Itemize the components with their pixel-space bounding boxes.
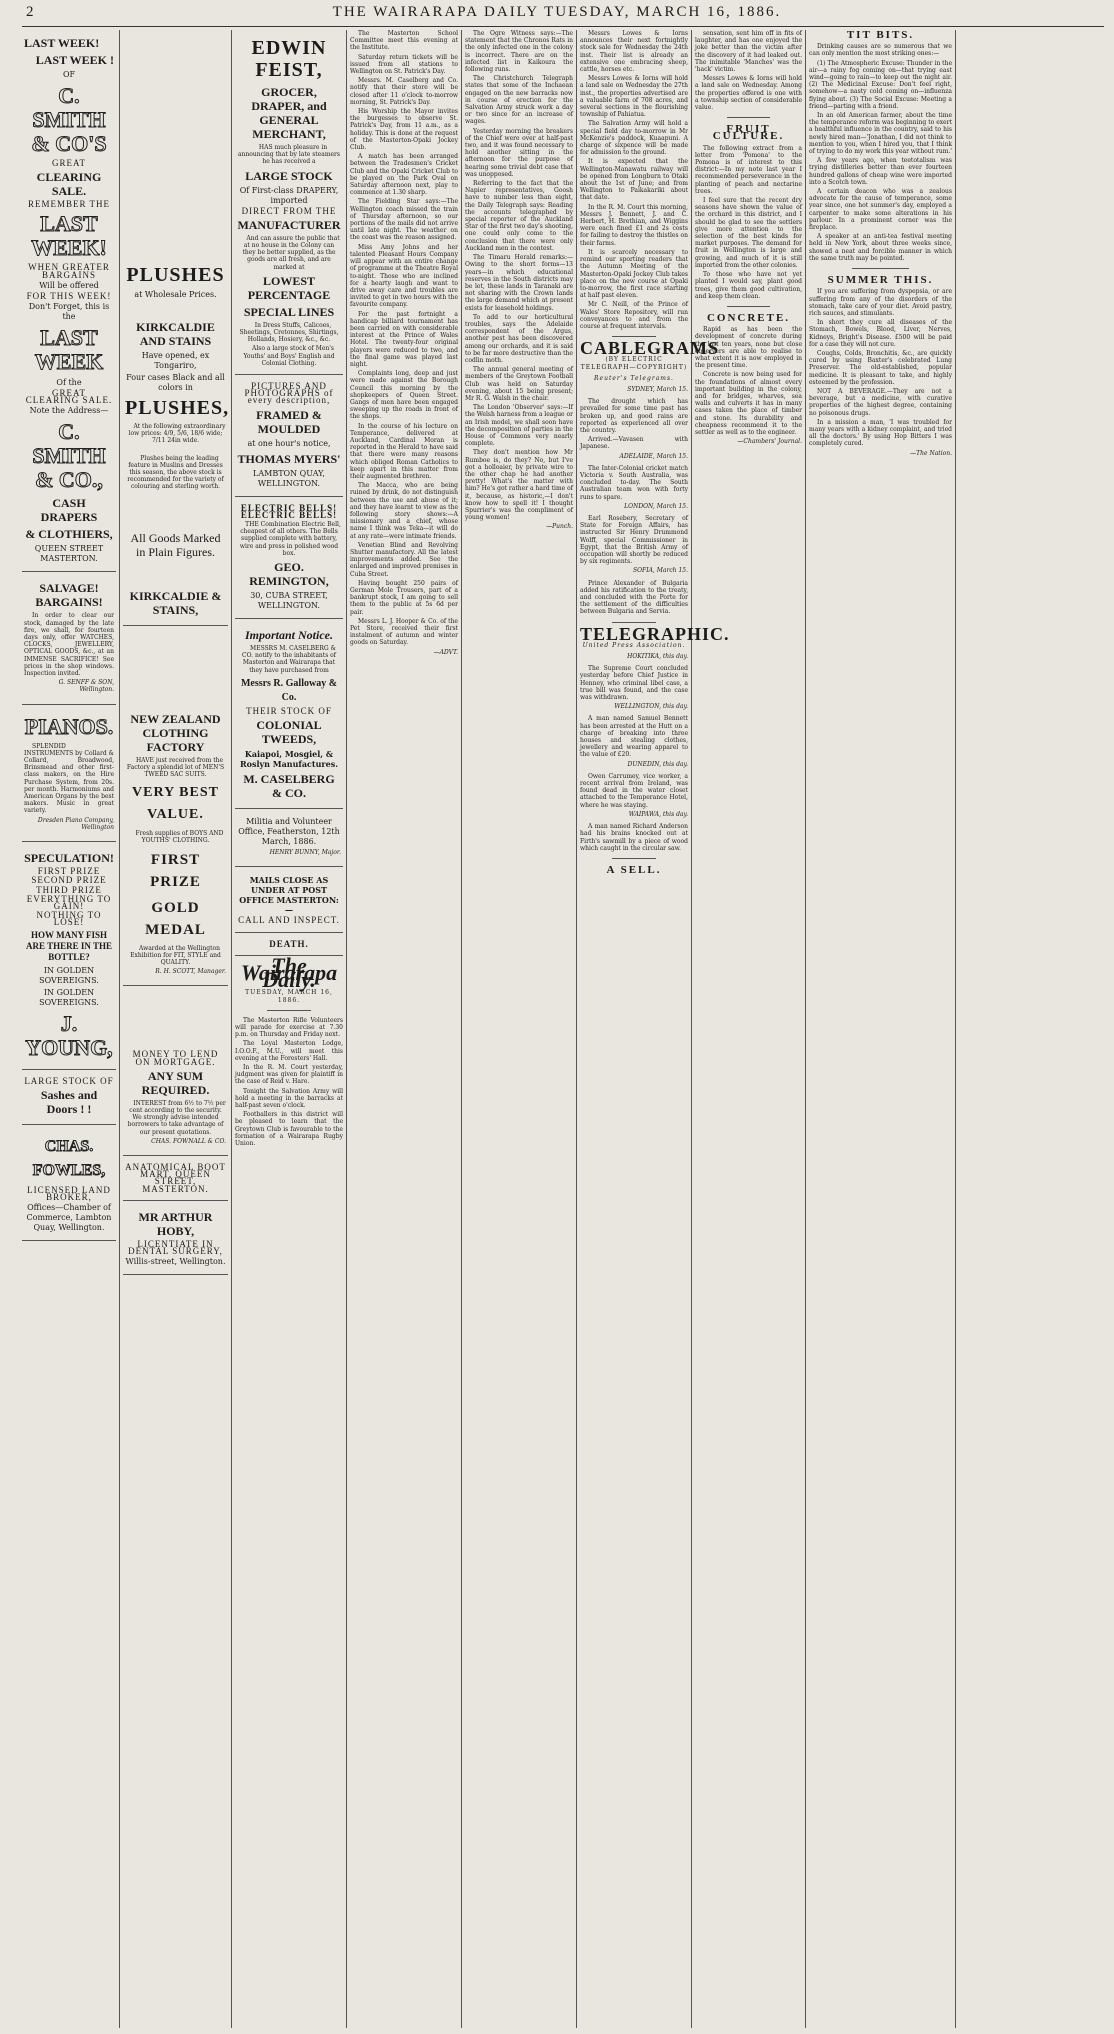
- section-rule: [612, 622, 655, 623]
- telegraphic-heading: TELEGRAPHIC.: [580, 623, 730, 644]
- news-item: sensation, sent him off in fits of laughter, and has one enjoyed the joke better than the victim after the discovery of it had leaked out. The inimitable 'Manches' was the 'hack' victim.: [695, 30, 802, 74]
- electric-bells-text: THE Combination Electric Bell, cheapest of all others. The Bells supplied complete with battery, wire and press in polished wood box.: [239, 521, 341, 557]
- cablegrams-heading: CABLEGRAMS: [580, 338, 720, 359]
- column-rule: [955, 30, 956, 2028]
- dentist-ad: [123, 1204, 228, 1275]
- news-item: Messrs Lowes & Iorns will hold a land sale on Wednesday. Among the properties offered is one with a township section of considerable value.: [695, 75, 802, 112]
- tit-bit-item: If you are suffering from dyspepsia, or are suffering from any of the disorders of the stomach, take care of your diet. Avoid pastry, rich sauces, and stimulants.: [809, 288, 952, 317]
- nz-clothing-ad: [123, 629, 228, 987]
- news-item: Messrs. M. Caselberg and Co. notify that their store will be closed after 11 o'clock to-morrow morning, St. Patrick's Day.: [350, 77, 458, 106]
- tit-bit-item: NOT A BEVERAGE.—They are not a beverage, but a medicine, with curative properties of the highest degree, containing no poisonous drugs.: [809, 387, 952, 417]
- tit-bit-item: A speaker at an anti-tea festival meeting held in New York, about three weeks since, showed a neat and forcible manner in which the same truth may be pointed.: [809, 233, 952, 262]
- telegraphic-item: A man named Richard Anderson had his brains knocked out at Firth's sawmill by a piece of wood which caught in the circular saw.: [580, 823, 688, 852]
- column-1: [22, 30, 116, 2028]
- news-item: Miss Amy Johns and her talented Pleasant Hours Company will appear with an entire change of programme at the Theatre Royal to-night. Those who are inclined for a hearty laugh and want to drive away care and troubles are invited to get in two hours with the favourite company.: [350, 243, 458, 309]
- column-3: [235, 30, 343, 2028]
- cable-item: The drought which has prevailed for some time past has broken up, and good rains are reported as experienced all over the country.: [580, 398, 688, 434]
- smith-firm-name-2: C. SMITH & CO.,: [32, 419, 106, 493]
- news-item: Tonight the Salvation Army will hold a meeting in the barracks at half-past seven o'clock.: [235, 1087, 343, 1109]
- note-address-text: Note the Address—: [29, 406, 109, 416]
- great-text: GREAT: [52, 158, 86, 168]
- section-rule: [612, 858, 655, 859]
- punch-signature: —Punch.: [546, 523, 573, 531]
- large-stock-heading: LARGE STOCK: [245, 168, 333, 183]
- dont-forget-text: Don't Forget, this is the: [28, 302, 110, 322]
- cable-item: Arrived.—Vavasen with Japanese.: [580, 436, 688, 451]
- editorial-date: TUESDAY, MARCH 16, 1886.: [245, 989, 333, 1004]
- edwin-feist-name: EDWIN FEIST,: [251, 37, 327, 81]
- boys-clothing-text: Fresh supplies of BOYS AND YOUTHS' CLOTHING.: [135, 830, 224, 845]
- telegraphic-item: A man named Samuel Bennett has been arrested at the Hutt on a charge of breaking into three houses and stealing clothes, jewellery and wearing apparel to the value of £20.: [580, 715, 688, 759]
- news-item: Referring to the fact that the Napier representatives, Goosh have to number less than eight, the Daily Telegraph says: Reading the accounts telegraphed by special reporter of the Auckland Star of the first two day's shooting, one could only come to the conclusion that there were only Auckland men in the contest.: [465, 180, 573, 252]
- fruit-culture-heading: FRUIT CULTURE.: [712, 123, 785, 143]
- news-item: Mr C. Neill, of the Prince of Wales' Store Repository, will run conveyances to and from the course at frequent intervals.: [580, 301, 688, 330]
- tit-bit-item: A certain deacon who was a zealous advocate for the cause of temperance, some year since, one hot summer's day, employed a carpenter to make some alterations in his parlour. In a prominent corner was the fireplace.: [809, 188, 952, 232]
- dateline: WELLINGTON, this day.: [614, 703, 688, 711]
- arthur-hoby-name: MR ARTHUR HOBY,: [138, 1209, 213, 1238]
- column-rule: [346, 30, 347, 2028]
- telegraphic-item: Owen Carrumey, vice worker, a recent arrival from Ireland, was found dead in the water closet attached to the Temperance Hotel, where he was staying.: [580, 772, 688, 809]
- mens-clothing-text: Also a large stock of Men's Youths' and Boys' English and Colonial Clothing.: [243, 345, 335, 367]
- feist-intro-text: HAS much pleasure in announcing that by late steamers he has received a: [237, 144, 341, 166]
- galloway-text: Messrs R. Galloway & Co.: [240, 677, 338, 703]
- pianos-heading: PIANOS.: [24, 713, 114, 739]
- column-rule: [231, 30, 232, 2028]
- speculation-ad: [22, 845, 116, 1069]
- electric-bells-heading: ELECTRIC BELLS! ELECTRIC BELLS!: [240, 502, 338, 520]
- smith-firm-name: C. SMITH & CO'S: [31, 83, 107, 156]
- news-item: A match has been arranged between the Tradesmen's Cricket Club and the Opaki Cricket Club to be played on the Park Oval on Saturday afternoon next, play to commence at 1.30 sharp.: [350, 153, 458, 197]
- news-item: Saturday return tickets will be issued from all stations to Wellington on St. Patrick's Day.: [350, 53, 458, 76]
- dateline: DUNEDIN, this day.: [627, 760, 688, 768]
- for-this-week-text: FOR THIS WEEK!: [26, 290, 112, 301]
- kirkcaldie-stains-signature: KIRKCALDIE & STAINS,: [129, 588, 222, 617]
- kirkcaldie-stains-heading: KIRKCALDIE AND STAINS: [136, 320, 215, 348]
- nz-clothing-heading: NEW ZEALAND CLOTHING FACTORY: [130, 711, 221, 754]
- dateline: SYDNEY, March 15.: [627, 385, 688, 393]
- telegraphic-item: The Supreme Court concluded yesterday before Chief Justice in Henney, who criminal libel case, a true bill was found, and the case was withdrawn.: [580, 665, 688, 702]
- last-week-heading-2: LAST WEEK !: [35, 53, 114, 67]
- speculation-heading: SPECULATION!: [24, 851, 114, 866]
- column-rule: [119, 30, 120, 2028]
- plushes-prices-text: At the following extraordinary low prices: 4/9, 5/6, 18/6 wide; 7/11 24in wide.: [128, 423, 226, 445]
- dateline: HOKITIKA, this day.: [627, 653, 688, 661]
- news-item: His Worship the Mayor invites the burgesses to observe St. Patrick's Day, from 11 a.m., as a holiday. This is done at the request of the Masterton-Opaki Jockey Club.: [350, 108, 458, 152]
- grocer-draper-text: GROCER, DRAPER, and GENERAL MERCHANT,: [251, 85, 327, 141]
- tit-bit-item: Drinking causes are so numerous that we can only mention the most striking ones:—: [809, 43, 952, 58]
- kaiapoi-text: Kaiapoi, Mosgiel, & Roslyn Manufactures.: [239, 749, 339, 770]
- great-clearing-text: GREAT CLEARING SALE.: [25, 388, 113, 406]
- assure-text: And can assure the public that at no house in the Colony can they be better supplied, as the goods are all fresh, and are marked at: [242, 234, 340, 271]
- fowles-ad: [22, 1128, 116, 1241]
- sovereigns-text-2: IN GOLDEN SOVEREIGNS.: [39, 987, 99, 1007]
- news-item: Footballers in this district will be pleased to learn that the Greytown Club is favourable to the formation of a Wairarapa Rugby Union.: [235, 1111, 343, 1147]
- myers-pictures-ad: [235, 378, 343, 497]
- news-item: The London 'Observer' says:—If the Welsh harness from a league or an Irish model, we shall soon have the decomposition of parties in the House of Commons very nearly complete.: [465, 404, 573, 448]
- section-rule: [612, 336, 655, 337]
- column-rule: [691, 30, 692, 2028]
- militia-heading: Militia and Volunteer Office, Featherston, 12th March, 1886.: [238, 817, 340, 847]
- land-broker-text: LICENSED LAND BROKER,: [27, 1184, 111, 1202]
- dateline: WAIPAWA, this day.: [628, 810, 688, 818]
- fowles-offices-text: Offices—Chamber of Commerce, Lambton Quay, Wellington.: [26, 1203, 112, 1233]
- henry-bunny-signature: HENRY BUNNY, Major.: [269, 849, 341, 857]
- fruit-culture-text: To those who have not yet planted I would say, plant good trees, give them good cultivation, and keep them clean.: [695, 271, 802, 300]
- boot-mart-ad: [123, 1159, 228, 1201]
- summer-heading: SUMMER THIS.: [827, 274, 934, 287]
- news-item: In the course of his lecture on Temperance, delivered at Auckland, Cardinal Moran is reported in the Herald to have said that there were many reasons which obliged Roman Catholics to keep apart in this matter from their augmented brethren.: [350, 422, 458, 480]
- of-the-text: Of the: [56, 378, 82, 388]
- of-text: OF: [62, 70, 76, 79]
- nation-signature: —The Nation.: [910, 449, 952, 457]
- cable-item: Prince Alexander of Bulgaria added his ratification to the treaty, and concluded with the Porte for the settlement of the difficulties between Bulgaria and Servia.: [580, 579, 688, 616]
- last-week-heading: LAST WEEK!: [24, 36, 100, 50]
- sovereigns-text: IN GOLDEN SOVEREIGNS.: [39, 965, 99, 985]
- special-lines-text: In Dress Stuffs, Calicoes, Sheetings, Cretonnes, Shirtings, Hollands, Hosiery, &c., &c.: [239, 321, 339, 344]
- page-number: 2: [26, 4, 36, 20]
- news-item: Complaints long, deep and just were made against the Borough Council this morning by the shopkeepers of Queen Street. Gangs of men have been engaged sweeping up the roads in front of the shops.: [350, 370, 458, 421]
- one-hour-text: at one hour's notice,: [247, 438, 331, 448]
- news-item: Yesterday morning the breakers of the Chief were over at half-past two, and it was found necessary to hold another sitting in the afternoon for the purpose of hearing some trivial debt case that was unopposed.: [465, 127, 573, 178]
- fruit-culture-text: The following extract from a letter from 'Pomona' to the Pomona is of interest to this district:—In my note last year I recommended perseverance in the planting of peach and nectarine trees.: [695, 144, 802, 195]
- queen-street-text: QUEEN STREET MASTERTON.: [34, 544, 104, 564]
- advt-signature: —ADVT.: [433, 648, 458, 656]
- caselberg-notice-text: MESSRS M. CASELBERG & CO. notify to the inhabitants of Masterton and Wairarapa that they have purchased from: [241, 645, 337, 674]
- column-5: [465, 30, 573, 2028]
- electric-bells-ad: [235, 500, 343, 619]
- news-item: They don't mention how Mr Rumboe is, do they? No, but I've got a holloaier, by private wire to the other chap he had another pretty! What's the matter with him? He's got rather a hard time of it, because, as historic,—I don't know how to spell it! I thought Spurrier's was the compliment of young women!: [465, 449, 573, 522]
- chambers-signature: —Chambers' Journal.: [737, 438, 802, 446]
- tweed-suits-text: HAVE just received from the Factory a splendid lot of MEN'S TWEED SAC SUITS.: [126, 756, 225, 779]
- first-prize-heading: FIRST PRIZE: [150, 851, 201, 890]
- third-prize-text: THIRD PRIZE: [36, 884, 102, 895]
- column-rule: [576, 30, 577, 2028]
- remember-text: REMEMBER THE: [27, 199, 111, 210]
- four-cases-text: Four cases Black and all colors in: [126, 373, 225, 392]
- news-item: To add to our horticultural troubles, says the Adelaide correspondent of the Argus, another pest has been discovered among our orchards, and it is said to be far more destructive than the codlin moth.: [465, 313, 573, 364]
- concrete-heading: CONCRETE.: [706, 311, 791, 324]
- pictures-heading: PICTURES AND PHOTOGRAPHS of every description,: [244, 381, 334, 406]
- salvage-text: In order to clear our stock, damaged by the late fire, we shall, for fourteen days only, offer WATCHES, CLOCKS, JEWELLERY, OPTICAL GOODS, &c., at an IMMENSE SACRIFICE! See prices in the shop windows. Inspection invited.: [24, 612, 114, 678]
- masthead: [0, 4, 1114, 26]
- news-item: The Loyal Masterton Lodge, I.O.O.F., M.U., will meet this evening at the Foresters' Hall.: [235, 1040, 343, 1062]
- mails-notice: [235, 870, 343, 932]
- myers-address: LAMBTON QUAY, WELLINGTON.: [253, 468, 325, 488]
- jeweller-name: G. SENFF & SON, Wellington.: [58, 679, 114, 694]
- fruit-culture-text: I feel sure that the recent dry seasons have shown the value of the orchard in this district, and I should be glad to see the settlers give more attention to the selection of the best kinds for market purposes. The demand for fruit in Wellington is large and growing, and much of it is still imported from the other colonies.: [695, 197, 802, 269]
- column-4: [350, 30, 458, 2028]
- column-rule: [805, 30, 806, 2028]
- money-lend-ad: [123, 989, 228, 1156]
- sashes-ad: [22, 1073, 116, 1125]
- framed-moulded-heading: FRAMED & MOULDED: [256, 407, 322, 436]
- news-item: Messrs Lowes & Iorns announces their next fortnightly stock sale for Wednesday the 24th inst. Their list is already an extensive one embracing sheep, cattle, horses etc.: [580, 30, 688, 74]
- sashes-doors-heading: Sashes and Doors ! !: [40, 1087, 98, 1116]
- editorial-section: [235, 952, 343, 1147]
- a-sell-heading: A SELL.: [606, 863, 662, 876]
- concrete-text: Concrete is now being used for the foundations of almost every important building in the colony, and for bridges, wharves, sea walls and culverts it has in many cases taken the place of timber and stone. Its durability and cheapness recommend it to the settler as well as to the engineer.: [695, 371, 802, 436]
- editorial-rule: [267, 1010, 310, 1011]
- news-item: The Macca, who are being ruined by drink, do not distinguish between the use and abuse of it; and they have learnt to view as the following story shows:—A missionary and a chief, whose name I think was Teka—it will do at any rate—were intimate friends.: [350, 482, 458, 540]
- clothiers-text: & CLOTHIERS,: [25, 527, 113, 542]
- gold-medal-heading: GOLD MEDAL: [145, 899, 206, 938]
- second-prize-text: SECOND PRIZE: [31, 875, 107, 886]
- reuter-text: Reuter's Telegrams.: [594, 374, 674, 382]
- pianos-ad: [22, 708, 116, 842]
- dateline: SOFIA, March 15.: [633, 567, 688, 575]
- section-rule: [727, 306, 770, 307]
- chas-fowles-name: CHAS. FOWLES,: [32, 1137, 106, 1179]
- news-item: The Timaru Herald remarks:—Owing to the short forms—13 years—in which educational reserves in the South districts may be let, these lands in Taranaki are not sharing with the Crown lands the large demand which at present exists for leasehold holdings.: [465, 254, 573, 312]
- tit-bit-item: In a mission a man, 'I was troubled for many years with a kidney complaint, and tried all the doctors.' By using Hop Bitters I was completely cured.: [809, 418, 952, 448]
- news-item: Messrs Lowes & Iorns will hold a land sale on Wednesday the 27th inst., the properties advertised are a valuable farm of 708 acres, and several sections in the flourishing township of Pahiatua.: [580, 75, 688, 119]
- section-rule: [852, 268, 909, 269]
- any-sum-heading: ANY SUM REQUIRED.: [141, 1068, 210, 1097]
- news-item: Messrs L. J. Hooper & Co. of the Pet Store, received their first instalment of autumn and winter goods on Saturday.: [350, 617, 458, 647]
- militia-notice: [235, 812, 343, 867]
- cash-drapers-text: CASH DRAPERS: [40, 496, 98, 525]
- news-item: It is scarcely necessary to remind our sporting readers that the Autumn Meeting of the Masterton-Opaki Jockey Club takes place on the new course at Opaki to-morrow, the first race starting at half past eleven.: [580, 248, 688, 300]
- caselberg-signature: M. CASELBERG & CO.: [243, 772, 335, 801]
- death-heading: DEATH.: [269, 938, 309, 949]
- pianos-dealer: Dresden Piano Company, Wellington: [37, 816, 114, 831]
- news-item: It is expected that the Wellington-Manawatu railway will be opened from Longburn to Otaki about the 1st of June; and from Wellington to Paikakariki about that date.: [580, 158, 688, 202]
- colonial-tweeds-heading: COLONIAL TWEEDS,: [256, 718, 322, 747]
- news-item: Venetian Blind and Revolving Shutter manufactory. All the latest improvements added. See the enlarged and improved premises in Cuba Street.: [350, 541, 458, 578]
- last-week-outline-2: LAST WEEK: [34, 325, 104, 375]
- first-prize-text: FIRST PRIZE: [37, 866, 101, 877]
- salvage-ad: [22, 575, 116, 704]
- masthead-title: THE WAIRARAPA DAILY TUESDAY, MARCH 16, 1886.: [332, 4, 782, 20]
- plushes-heading-2: PLUSHES,: [125, 397, 230, 419]
- plushes-heading: PLUSHES: [126, 264, 225, 286]
- direct-from-text: DIRECT FROM THE: [241, 205, 337, 216]
- very-best-value-heading: VERY BEST VALUE.: [132, 785, 219, 823]
- news-item: The annual general meeting of members of the Greytown Football Club was held on Saturday evening, about 15 being present; Mr R. G. Walsh in the chair.: [465, 366, 573, 402]
- press-association-text: United Press Association.: [582, 641, 686, 649]
- news-item: The Masterton School Committee meet this evening at the Institute.: [350, 30, 458, 52]
- news-item: In the R. M. Court this morning, Messrs J. Bennett, J. and C. Herbert, H. Brethian, and Wiggins were each fined £1 and 2s costs for failing to destroy the thistles on their farms.: [580, 203, 688, 247]
- edwin-feist-ad: [235, 30, 343, 375]
- news-item: For the past fortnight a handicap billiard tournament has been carried on with considerable interest at the Prince of Wales Hotel. The twenty-four original players were reduced to two, and the final game was played last night.: [350, 310, 458, 368]
- tit-bit-item: Coughs, Colds, Bronchitis, &c., are quickly cured by using Baxter's celebrated Lung Preserver. The old-established, popular medicine. It is pleasant to take, and highly esteemed by the profession.: [809, 349, 952, 386]
- dateline: ADELAIDE, March 15.: [619, 452, 688, 460]
- news-item: The Salvation Army will hold a special field day to-morrow in Mr McKenzie's paddock, Kuaapuni. A charge of sixpence will be made for admission to the ground.: [580, 120, 688, 157]
- concrete-text: Rapid as has been the development of concrete during the last ten years, none but close observers are able to realise to what extent it is now employed in the present time.: [695, 326, 802, 370]
- large-stock-text: LARGE STOCK OF: [24, 1075, 114, 1086]
- dateline: LONDON, March 15.: [624, 502, 688, 510]
- plain-figures-text: All Goods Marked in Plain Figures.: [130, 530, 221, 559]
- wholesale-prices-text: at Wholesale Prices.: [134, 290, 217, 299]
- column-6: [580, 30, 730, 2028]
- remington-address: 30, CUBA STREET, WELLINGTON.: [250, 591, 328, 611]
- by-telegraph-text: (BY ELECTRIC TELEGRAPH—COPYRIGHT): [580, 356, 688, 371]
- tit-bit-item: (1) The Atmospheric Excuse: Thunder in the air—a rainy fog coming on—that trying east wind—going to rain—to keep out the night air. (2) The Medicinal Excuse: Don't feel right, somehow—a nasty cold coming on—influenza flying about. (3) The Social Excuse: Meeting a friend—parting with a friend.: [809, 59, 952, 110]
- tit-bit-item: In an old American farmer, about the time the temperance reform was beginning to exert a healthful influence in the country, said to his newly hired man—'Jonathan, I did not think to mention to you, when I hired you, that I think of trying to do my work this year without rum.': [809, 112, 952, 156]
- thomas-myers-name: THOMAS MYERS': [237, 451, 341, 466]
- will-be-offered-text: Will be offered: [39, 280, 99, 290]
- mails-heading: MAILS CLOSE AS UNDER AT POST OFFICE MASTERTON:—: [239, 875, 339, 916]
- drapery-text: Of First-class DRAPERY, imported: [239, 185, 339, 205]
- interest-text: INTEREST from 6½ to 7½ per cent according to the security. We strongly advise intended borrowers to take advantage of our present quotations.: [127, 1099, 226, 1136]
- how-many-fish-text: HOW MANY FISH ARE THERE IN THE BOTTLE?: [26, 929, 112, 962]
- special-lines-heading: SPECIAL LINES: [243, 304, 335, 319]
- smith-clearing-sale-ad: [22, 30, 116, 572]
- news-item: The Masterton Rifle Volunteers will parade for exercise at 7.30 p.m. on Thursday and Friday next.: [235, 1016, 343, 1039]
- call-inspect-text: CALL AND INSPECT.: [238, 915, 340, 926]
- important-notice-heading: Important Notice.: [244, 628, 333, 643]
- stock-of-text: THEIR STOCK OF: [246, 705, 332, 716]
- have-opened-text: Have opened, ex Tongariro,: [141, 351, 210, 370]
- news-item: The Ogre Witness says:—The statement that the Chronos Rats in the only infected one in the colony is incorrect. There are on the infected list in Kaikoura the following runs.: [465, 30, 573, 74]
- nothing-text: NOTHING TO LOSE!: [36, 910, 102, 928]
- fownall-signature: CHAS. FOWNALL & CO.: [151, 1137, 226, 1145]
- plushes-description: Plushes being the leading feature in Muslins and Dresses this season, the above stock is recommended for the variety of colouring and sterling worth.: [127, 454, 224, 491]
- everything-text: EVERYTHING TO GAIN!: [26, 893, 112, 911]
- tit-bit-item: In short they cure all diseases of the Stomach, Bowels, Blood, Liver, Nerves, Kidneys, Bright's Disease. £500 will be paid for a case they will not cure.: [809, 319, 952, 348]
- last-week-outline: LAST WEEK!: [31, 211, 107, 261]
- plushes-ad: [123, 30, 228, 626]
- section-rule: [727, 117, 770, 118]
- masthead-rule: [22, 26, 1104, 27]
- tit-bits-heading: TIT BITS.: [846, 29, 915, 41]
- clearing-sale-text: CLEARING SALE.: [36, 170, 102, 199]
- salvage-heading: SALVAGE! BARGAINS!: [35, 581, 103, 610]
- money-to-lend-heading: MONEY TO LEND ON MORTGAGE.: [132, 1049, 219, 1067]
- tit-bit-item: A few years ago, when teetotalism was trying distilleries better than ever fourteen hundred gallons of cheap wine were imported into a Scotch town.: [809, 157, 952, 186]
- news-item: Having bought 250 pairs of German Mole Trousers, part of a bankrupt stock, I am going to sell them to the public at 5s 6d per pair.: [350, 579, 458, 616]
- pianos-text: SPLENDID INSTRUMENTS by Collard & Collard, Broadwood, Brinsmead and other first-class makers, on the Hire Purchase System, from 20s. per month. Harmoniums and American Organs by the best makers. Music in great variety.: [24, 742, 114, 815]
- news-item: In the R. M. Court yesterday, judgment was given for plaintiff in the case of Reid v. Hare.: [235, 1063, 343, 1086]
- cable-item: The Inter-Colonial cricket match Victoria v. South Australia, was concluded to-day. The South Australian team won with forty runs to spare.: [580, 464, 688, 501]
- awarded-text: Awarded at the Wellington Exhibition for FIT, STYLE and QUALITY.: [130, 944, 221, 967]
- news-item: The Christchurch Telegraph states that some of the Inchaean engaged on the new barracks now in course of erection for the Salvation Army struck work a day or two since for an increase of wages.: [465, 75, 573, 126]
- remington-name: GEO. REMINGTON,: [249, 560, 329, 589]
- column-rule: [461, 30, 462, 2028]
- manufacturer-heading: MANUFACTURER: [237, 217, 341, 232]
- column-7: [695, 30, 802, 2028]
- boot-mart-heading: ANATOMICAL BOOT MART, QUEEN STREET, MASTERTON.: [125, 1162, 226, 1194]
- caselberg-notice-ad: [235, 622, 343, 809]
- greater-bargains-text: WHEN GREATER BARGAINS: [28, 262, 110, 280]
- j-young-name: J. YOUNG,: [25, 1010, 113, 1060]
- news-item: The Fielding Star says:—The Wellington coach missed the train of Thursday afternoon, so our portions of the mails did not arrive until late night. The weather on the coast was the reason assigned.: [350, 198, 458, 242]
- lowest-percentage-heading: LOWEST PERCENTAGE: [247, 273, 331, 302]
- daily-title: The Wairarapa Daily.: [240, 952, 338, 993]
- cable-item: Earl Rosebery, Secretary of State for Foreign Affairs, has instructed Sir Henry Drummond Wolff, special Commissioner in Egypt, that the British Army of occupation will shortly be reduced by six regiments.: [580, 514, 688, 566]
- column-2: [123, 30, 228, 2028]
- dental-surgery-text: LICENTIATE IN DENTAL SURGERY,: [128, 1238, 223, 1257]
- column-8: [809, 30, 952, 2028]
- willis-street-text: Willis-street, Wellington.: [125, 1257, 226, 1267]
- clothing-manager: R. H. SCOTT, Manager.: [155, 968, 226, 976]
